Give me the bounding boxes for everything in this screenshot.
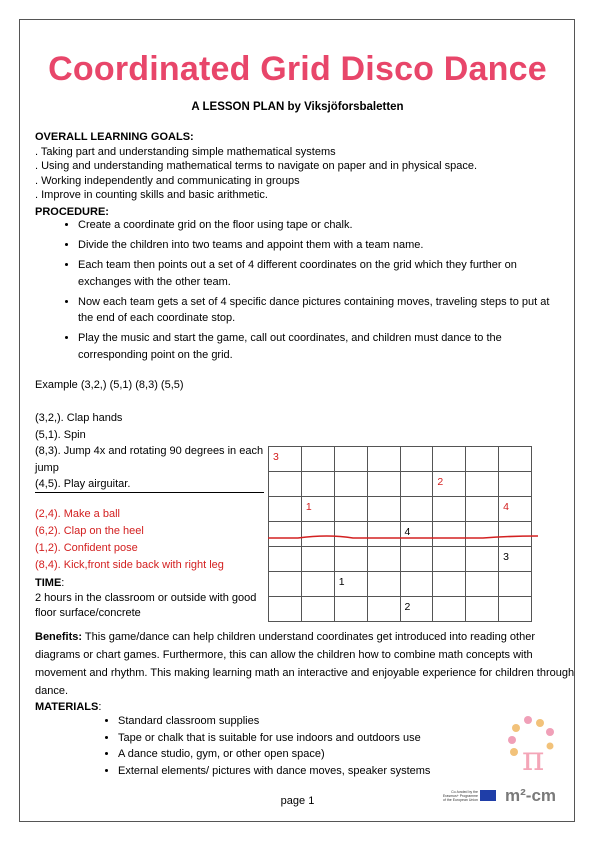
materials-heading-row (35, 700, 101, 715)
example-line: Example (3,2,) (5,1) (8,3) (5,5) (35, 379, 184, 391)
grid-label: 1 (305, 501, 312, 513)
m2cm-logo: m²-cm (505, 786, 557, 805)
goal-item: . Using and understanding mathematical terms to navigate on paper and in physical space. (35, 160, 478, 172)
materials-colon: : (98, 701, 102, 713)
goal-item: . Taking part and understanding simple mathematical systems (35, 145, 336, 158)
goals-heading: OVERALL LEARNING GOALS: (35, 131, 194, 143)
page-number: page 1 (280, 795, 315, 807)
moves-team-one (35, 410, 265, 493)
time-colon: : (61, 577, 65, 589)
time-heading: TIME (35, 577, 62, 589)
benefits-section (35, 628, 575, 700)
procedure-item: • Now each team gets a set of 4 specific dance pictures containing moves, traveling steps to put at the end of each coordinate stop. (78, 294, 563, 327)
grid-label: 2 (404, 601, 411, 613)
procedure-list (60, 217, 563, 367)
eu-cofunded-text: Co-funded by the Erasmus+ Programme of the European Union (442, 790, 478, 802)
goal-item: . Improve in counting skills and basic arithmetic. (35, 189, 268, 201)
move-item: (8,3). Jump 4x and rotating 90 degrees in each jump (35, 445, 264, 474)
procedure-item: • Create a coordinate grid on the floor using tape or chalk. (78, 217, 563, 234)
procedure-heading: PROCEDURE: (35, 206, 109, 218)
move-item: (5,1). Spin (35, 428, 86, 441)
material-item: • Standard classroom supplies (118, 713, 518, 730)
materials-list (100, 713, 518, 779)
learning-goals (35, 130, 575, 203)
move-item: (4,5). Play airguitar. (35, 478, 131, 490)
grid-label: 4 (503, 501, 509, 513)
material-item: • External elements/ pictures with dance moves, speaker systems (118, 763, 518, 780)
procedure-item: • Each team then points out a set of 4 different coordinates on the grid which they further on exchanges with the other team. (78, 257, 563, 290)
moves-divider (35, 492, 264, 493)
grid-label: 2 (437, 476, 444, 488)
move-item: (6,2). Clap on the heel (35, 525, 144, 537)
team-divider-line (268, 527, 538, 547)
page-subtitle: A LESSON PLAN by Viksjöforsbaletten (191, 101, 404, 113)
move-item: (8,4). Kick,front side back with right leg (35, 559, 224, 571)
material-item: • Tape or chalk that is suitable for use indoors and outdoors use (118, 730, 518, 747)
grid-label: 1 (338, 576, 345, 588)
benefits-heading: Benefits: (35, 631, 83, 643)
procedure-item: • Divide the children into two teams and appoint them with a team name. (78, 237, 563, 254)
grid-label: 3 (503, 551, 509, 563)
grid-label: 3 (273, 451, 279, 463)
material-item: • A dance studio, gym, or other open space) (118, 746, 518, 763)
move-item: (3,2,). Clap hands (35, 412, 123, 424)
materials-heading: MATERIALS (35, 701, 99, 713)
time-section (35, 576, 275, 621)
time-text: 2 hours in the classroom or outside with good floor surface/concrete (35, 592, 257, 619)
moves-team-two (35, 506, 275, 574)
move-item: (2,4). Make a ball (35, 508, 120, 520)
move-item: (1,2). Confident pose (35, 542, 138, 554)
grid-label: 4 (404, 526, 411, 538)
benefits-text: This game/dance can help children understand coordinates get introduced into reading other diagrams or chart games. Furthermore, this can allow the children how to combine math concepts with movement and rhythm. This making learning math an interactive and enjoyable experience for children through dance. (35, 631, 575, 697)
goal-item: . Working independently and communicating in groups (35, 174, 300, 187)
svg-text:π: π (522, 739, 545, 779)
pi-dancers-logo (500, 710, 560, 780)
page-title: Coordinated Grid Disco Dance (48, 50, 547, 88)
procedure-item: • Play the music and start the game, call out coordinates, and children must dance to the corresponding point on the grid. (78, 330, 563, 363)
